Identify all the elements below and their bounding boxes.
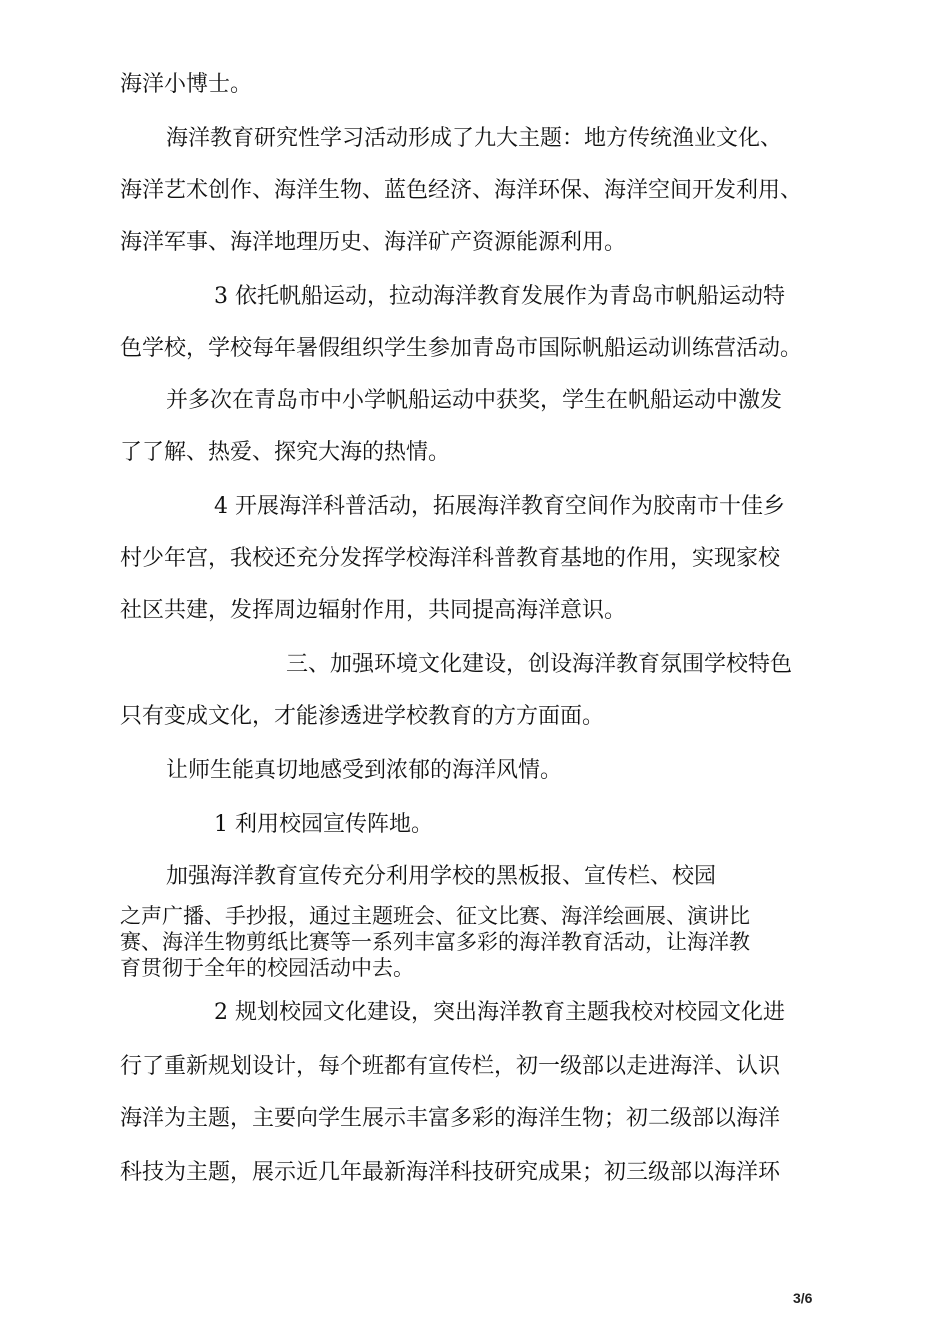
text-line: 科技为主题，展示近几年最新海洋科技研究成果；初三级部以海洋环 [120,1160,781,1185]
text-line: 海洋小博士。 [120,72,253,97]
text-line: 1 利用校园宣传阵地。 [214,812,433,837]
text-line: 并多次在青岛市中小学帆船运动中获奖，学生在帆船运动中激发 [166,388,783,413]
text-line: 3 依托帆船运动，拉动海洋教育发展作为青岛市帆船运动特 [214,284,785,309]
text-line: 海洋为主题，主要向学生展示丰富多彩的海洋生物；初二级部以海洋 [120,1106,781,1131]
text-line: 社区共建，发挥周边辐射作用，共同提高海洋意识。 [120,598,627,623]
text-line: 行了重新规划设计，每个班都有宣传栏，初一级部以走进海洋、认识 [120,1054,781,1079]
text-line: 4 开展海洋科普活动，拓展海洋教育空间作为胶南市十佳乡 [214,494,785,519]
text-line: 2 规划校园文化建设，突出海洋教育主题我校对校园文化进 [214,1000,785,1025]
text-line: 育贯彻于全年的校园活动中去。 [120,956,414,980]
text-line: 只有变成文化，才能渗透进学校教育的方方面面。 [120,704,605,729]
text-line: 了了解、热爱、探究大海的热情。 [120,440,451,465]
text-line: 海洋军事、海洋地理历史、海洋矿产资源能源利用。 [120,230,627,255]
text-line: 加强海洋教育宣传充分利用学校的黑板报、宣传栏、校园 [166,864,717,889]
text-line: 让师生能真切地感受到浓郁的海洋风情。 [166,758,563,783]
text-line: 赛、海洋生物剪纸比赛等一系列丰富多彩的海洋教育活动，让海洋教 [120,930,750,954]
text-line: 之声广播、手抄报，通过主题班会、征文比赛、海洋绘画展、演讲比 [120,904,750,928]
section-heading: 三、加强环境文化建设，创设海洋教育氛围学校特色 [286,652,793,677]
text-line: 海洋教育研究性学习活动形成了九大主题：地方传统渔业文化、 [166,126,783,151]
text-line: 色学校，学校每年暑假组织学生参加青岛市国际帆船运动训练营活动。 [120,336,803,361]
text-line: 村少年宫，我校还充分发挥学校海洋科普教育基地的作用，实现家校 [120,546,781,571]
text-line: 海洋艺术创作、海洋生物、蓝色经济、海洋环保、海洋空间开发利用、 [120,178,803,203]
page-number: 3/6 [793,1290,813,1306]
